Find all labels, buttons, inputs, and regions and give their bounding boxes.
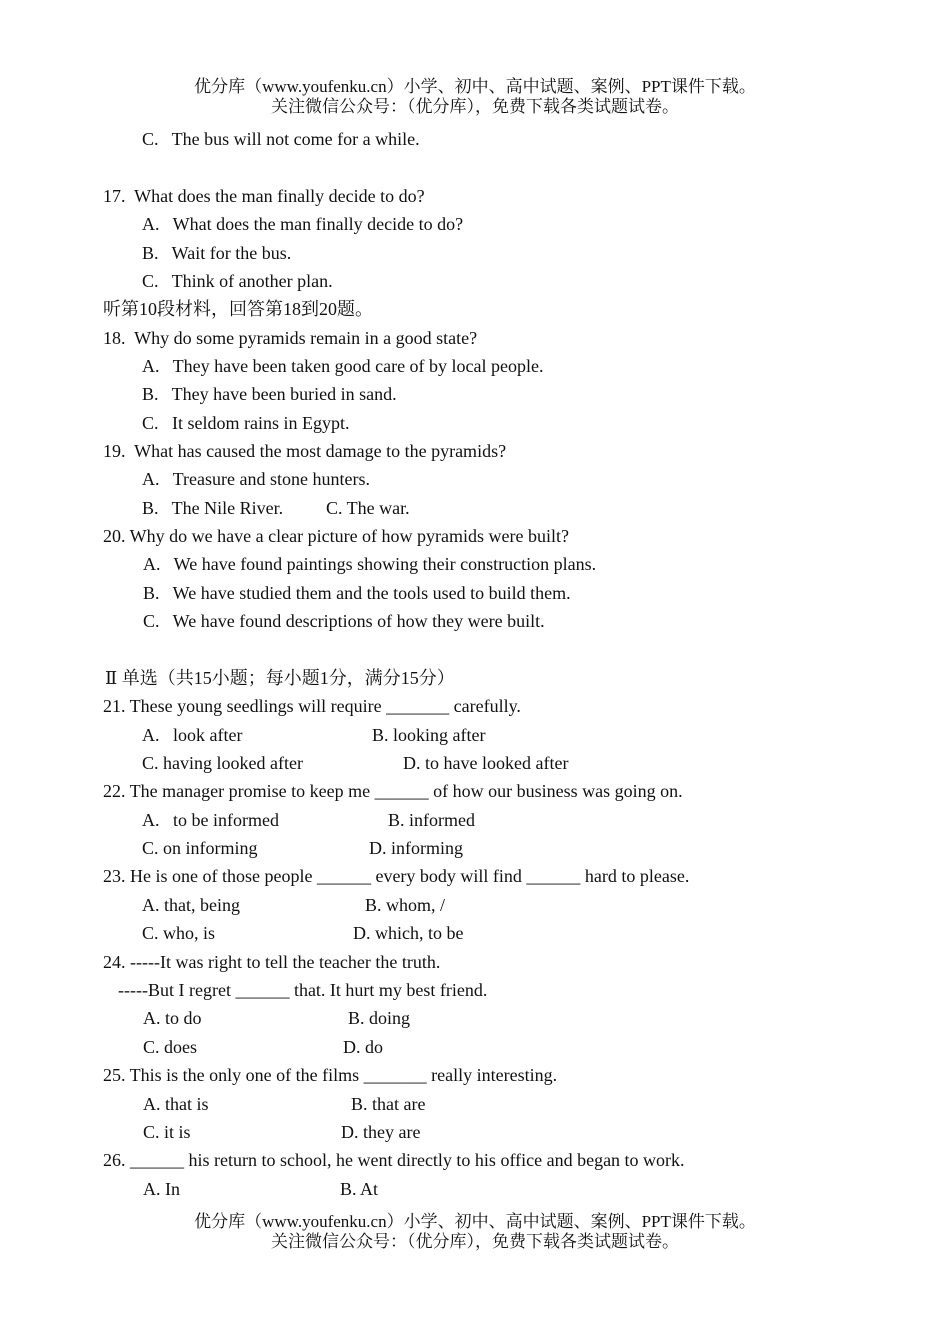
q21-option-c: C. having looked after: [142, 753, 303, 773]
footer-line-2: 关注微信公众号：（优分库），免费下载各类试题试卷。: [271, 1232, 679, 1251]
q25-option-a: A. that is: [143, 1094, 209, 1114]
q16-option-c: C. The bus will not come for a while.: [142, 129, 420, 149]
q17-option-a: A. What does the man finally decide to do?: [142, 214, 464, 234]
q20-stem: 20. Why do we have a clear picture of how pyramids were built?: [103, 526, 570, 546]
q19-option-c: C. The war.: [326, 498, 410, 518]
q24-option-b: B. doing: [348, 1008, 411, 1028]
section-2-heading: Ⅱ 单选（共15小题；每小题1分，满分15分）: [105, 668, 455, 688]
q19-option-b: B. The Nile River.: [142, 498, 284, 518]
q24-option-d: D. do: [343, 1037, 383, 1057]
q20-option-b: B. We have studied them and the tools used to build them.: [143, 583, 571, 603]
q17-option-b: B. Wait for the bus.: [142, 243, 292, 263]
q23-stem: 23. He is one of those people ______ every body will find ______ hard to please.: [103, 866, 690, 886]
q24-option-c: C. does: [143, 1037, 197, 1057]
q25-stem: 25. This is the only one of the films _______ really interesting.: [103, 1065, 558, 1085]
header-line-1: 优分库（www.youfenku.cn）小学、初中、高中试题、案例、PPT课件下载。: [194, 77, 756, 96]
q21-stem: 21. These young seedlings will require _______ carefully.: [103, 696, 521, 716]
q20-option-a: A. We have found paintings showing their construction plans.: [143, 554, 597, 574]
q24-stem-line-2: -----But I regret ______ that. It hurt my best friend.: [118, 980, 488, 1000]
q24-option-a: A. to do: [143, 1008, 202, 1028]
q17-option-c: C. Think of another plan.: [142, 271, 333, 291]
q22-option-c: C. on informing: [142, 838, 258, 858]
q21-option-d: D. to have looked after: [403, 753, 569, 773]
section-10-instruction: 听第10段材料，回答第18到20题。: [103, 299, 373, 319]
q23-option-d: D. which, to be: [353, 923, 464, 943]
q17-stem: 17. What does the man finally decide to do?: [103, 186, 425, 206]
q22-option-b: B. informed: [388, 810, 475, 830]
q26-option-a: A. In: [143, 1179, 180, 1199]
page-footer: [0, 1212, 950, 1252]
q18-option-b: B. They have been buried in sand.: [142, 384, 397, 404]
q22-option-a: A. to be informed: [142, 810, 279, 830]
q22-option-d: D. informing: [369, 838, 463, 858]
q20-option-c: C. We have found descriptions of how they were built.: [143, 611, 545, 631]
header-line-2: 关注微信公众号：（优分库），免费下载各类试题试卷。: [271, 97, 679, 116]
q25-option-c: C. it is: [143, 1122, 191, 1142]
q25-option-d: D. they are: [341, 1122, 421, 1142]
q23-option-a: A. that, being: [142, 895, 240, 915]
q19-option-a: A. Treasure and stone hunters.: [142, 469, 370, 489]
q18-option-c: C. It seldom rains in Egypt.: [142, 413, 350, 433]
q24-stem-line-1: 24. -----It was right to tell the teacher the truth.: [103, 952, 441, 972]
q21-option-b: B. looking after: [372, 725, 486, 745]
q21-option-a: A. look after: [142, 725, 243, 745]
q23-option-c: C. who, is: [142, 923, 216, 943]
footer-line-1: 优分库（www.youfenku.cn）小学、初中、高中试题、案例、PPT课件下载。: [194, 1212, 756, 1231]
q18-option-a: A. They have been taken good care of by local people.: [142, 356, 544, 376]
q26-option-b: B. At: [340, 1179, 379, 1199]
page-header: [0, 77, 950, 117]
q26-stem: 26. ______ his return to school, he went directly to his office and began to work.: [103, 1150, 685, 1170]
q22-stem: 22. The manager promise to keep me ______ of how our business was going on.: [103, 781, 683, 801]
q23-option-b: B. whom, /: [365, 895, 446, 915]
q19-stem: 19. What has caused the most damage to the pyramids?: [103, 441, 507, 461]
q25-option-b: B. that are: [351, 1094, 426, 1114]
q18-stem: 18. Why do some pyramids remain in a good state?: [103, 328, 478, 348]
